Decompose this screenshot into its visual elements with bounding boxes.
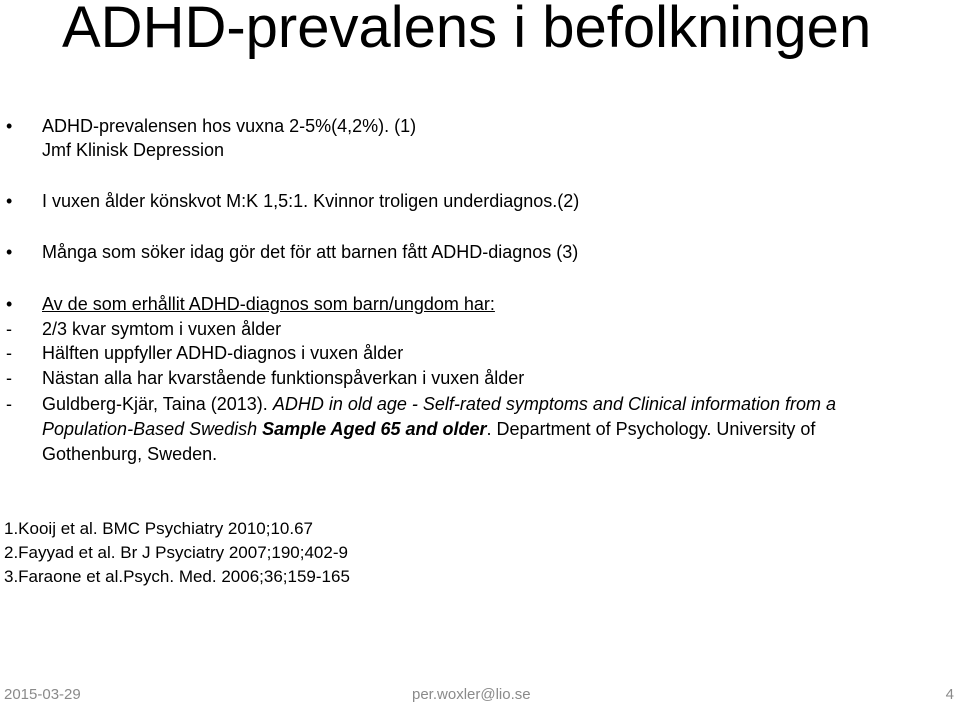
bullet-marker: • — [6, 294, 13, 314]
page-number: 4 — [945, 686, 954, 703]
dash-marker: - — [6, 368, 12, 388]
sub-item-text: 2/3 kvar symtom i vuxen ålder — [42, 319, 282, 339]
sub-item-text: Nästan alla har kvarstående funktionspåverkan i vuxen ålder — [42, 368, 525, 388]
citation-title-emphasis: Sample Aged 65 and older — [262, 419, 487, 439]
citation-title: Population-Based Swedish — [42, 419, 263, 439]
citation-author: Guldberg-Kjär, Taina (2013). — [42, 394, 273, 414]
dash-marker: - — [6, 319, 12, 339]
citation-line-1 — [42, 392, 836, 416]
bullet-marker: • — [6, 242, 13, 262]
reference-item: 3.Faraone et al.Psych. Med. 2006;36;159-165 — [4, 567, 350, 586]
bullet-text-underlined: Av de som erhållit ADHD-diagnos som barn/ungdom har: — [42, 294, 495, 314]
citation-line-2 — [42, 417, 815, 441]
citation-publisher: . Department of Psychology. University of — [486, 419, 816, 439]
citation-line-3 — [42, 442, 217, 466]
bullet-text: ADHD-prevalensen hos vuxna 2-5%(4,2%). (1) — [42, 116, 417, 136]
bullet-text: Jmf Klinisk Depression — [42, 140, 225, 160]
bullet-marker: • — [6, 116, 13, 136]
reference-item: 2.Fayyad et al. Br J Psyciatry 2007;190;402-9 — [4, 543, 348, 562]
citation-title: ADHD in old age - Self-rated symptoms and Clinical information from a — [272, 394, 837, 414]
bullet-marker: • — [6, 191, 13, 211]
citation-publisher: Gothenburg, Sweden. — [42, 444, 218, 464]
reference-item: 1.Kooij et al. BMC Psychiatry 2010;10.67 — [4, 519, 313, 538]
footer-date: 2015-03-29 — [4, 686, 81, 703]
bullet-text: I vuxen ålder könskvot M:K 1,5:1. Kvinnor troligen underdiagnos.(2) — [42, 191, 580, 211]
dash-marker: - — [6, 343, 12, 363]
dash-marker: - — [6, 394, 12, 414]
slide-title: ADHD-prevalens i befolkningen — [62, 0, 872, 60]
bullet-text: Många som söker idag gör det för att barnen fått ADHD-diagnos (3) — [42, 242, 579, 262]
sub-item-text: Hälften uppfyller ADHD-diagnos i vuxen ålder — [42, 343, 404, 363]
footer-email: per.woxler@lio.se — [412, 686, 531, 703]
